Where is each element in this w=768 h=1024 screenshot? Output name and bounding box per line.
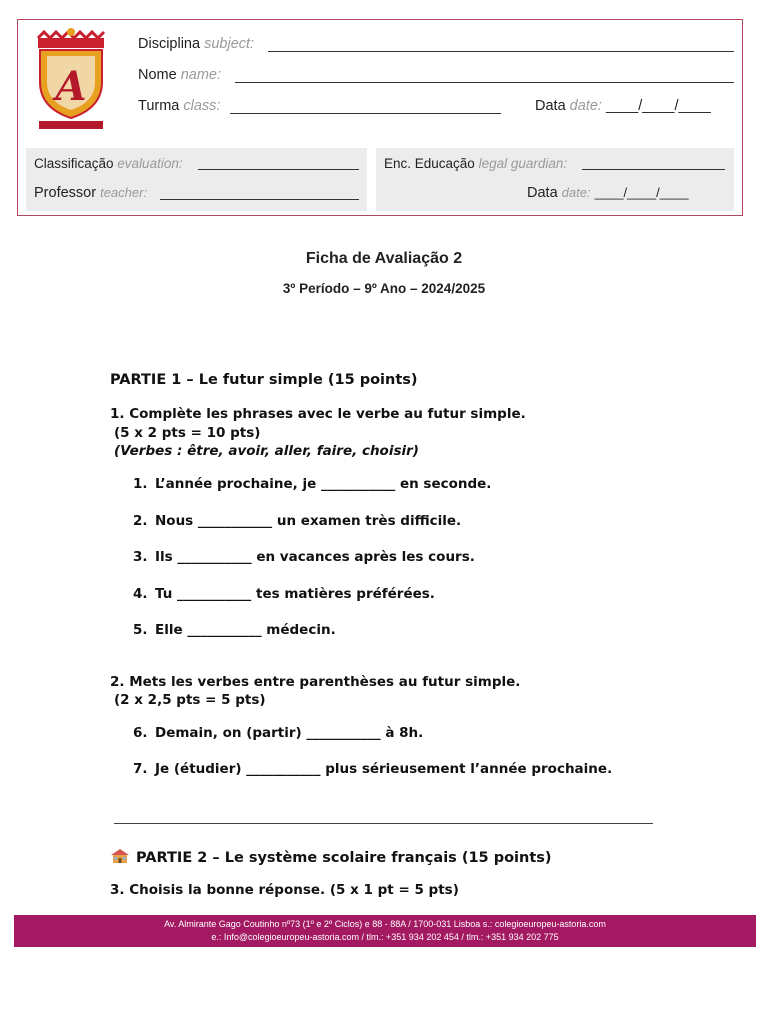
- q1-verbs: (Verbes : être, avoir, aller, faire, choisir): [114, 443, 419, 459]
- item-number: 7.: [133, 761, 148, 777]
- evaluation-field: [34, 156, 183, 171]
- q1-points: (5 x 2 pts = 10 pts): [114, 425, 261, 441]
- name-line[interactable]: [235, 82, 734, 83]
- list-item: [133, 761, 612, 777]
- guardian-line[interactable]: [582, 169, 725, 170]
- list-item: [133, 622, 336, 638]
- q3-title: 3. Choisis la bonne réponse. (5 x 1 pt = 5 pts): [110, 882, 459, 898]
- list-item: [133, 549, 475, 565]
- evaluation-panel: [26, 148, 367, 211]
- item-number: 6.: [133, 725, 148, 741]
- list-item: [133, 586, 435, 602]
- date-slashes[interactable]: ____/____/____: [605, 98, 711, 114]
- footer-address: Av. Almirante Gago Coutinho nº73 (1º e 2º Ciclos) e 88 - 88A / 1700-031 Lisboa s.: colegioeuropeu-astoria.com: [164, 919, 606, 929]
- item-number: 1.: [133, 476, 148, 492]
- class-line[interactable]: [230, 113, 501, 114]
- subject-label: Disciplina: [138, 36, 201, 52]
- list-item: [133, 476, 491, 492]
- item-text: Nous ___________ un examen très difficile.: [155, 513, 462, 529]
- section-divider: [114, 823, 653, 824]
- evaluation-label: Classificação: [34, 156, 114, 171]
- evaluation-label-en: evaluation:: [117, 156, 183, 171]
- class-field: [138, 98, 220, 114]
- school-logo: [36, 26, 106, 130]
- name-label: Nome: [138, 67, 177, 83]
- guardian-label-en: legal guardian:: [478, 156, 568, 171]
- item-number: 3.: [133, 549, 148, 565]
- item-number: 5.: [133, 622, 148, 638]
- date-label-en: date:: [569, 98, 602, 114]
- item-text: Demain, on (partir) ___________ à 8h.: [155, 725, 424, 741]
- evaluation-line[interactable]: [198, 169, 359, 170]
- item-text: Je (étudier) ___________ plus sérieusement l’année prochaine.: [155, 761, 613, 777]
- part1-heading: PARTIE 1 – Le futur simple (15 points): [110, 372, 418, 388]
- teacher-label-en: teacher:: [100, 185, 148, 200]
- teacher-line[interactable]: [160, 199, 359, 200]
- class-label: Turma: [138, 98, 180, 114]
- header-form: [17, 19, 743, 216]
- date-field: [535, 98, 711, 114]
- date2-slashes[interactable]: ____/____/____: [594, 185, 689, 200]
- list-item: [133, 513, 461, 529]
- q1-title: 1. Complète les phrases avec le verbe au futur simple.: [110, 406, 526, 422]
- list-item: [133, 725, 423, 741]
- item-text: Elle ___________ médecin.: [155, 622, 336, 638]
- part2-heading-row: [110, 848, 552, 866]
- name-field: [138, 67, 221, 83]
- item-number: 4.: [133, 586, 148, 602]
- footer-bar: [14, 915, 756, 947]
- subject-line[interactable]: [268, 51, 734, 52]
- page-title: Ficha de Avaliação 2: [305, 250, 463, 267]
- q2-title: 2. Mets les verbes entre parenthèses au futur simple.: [110, 674, 521, 690]
- item-number: 2.: [133, 513, 148, 529]
- date2-label-en: date:: [561, 185, 591, 200]
- item-text: Ils ___________ en vacances après les cours.: [155, 549, 475, 565]
- teacher-label: Professor: [34, 185, 97, 201]
- part2-heading: PARTIE 2 – Le système scolaire français (15 points): [136, 850, 552, 866]
- svg-text:A: A: [55, 63, 87, 110]
- guardian-panel: [376, 148, 734, 211]
- q2-points: (2 x 2,5 pts = 5 pts): [114, 692, 266, 708]
- teacher-field: [34, 185, 147, 201]
- date-label: Data: [535, 98, 566, 114]
- footer-contacts: e.: Info@colegioeuropeu-astoria.com / tlm.: +351 934 202 454 / tlm.: +351 934 202 775: [211, 931, 559, 942]
- subject-label-en: subject:: [204, 36, 255, 52]
- item-text: L’année prochaine, je ___________ en seconde.: [155, 476, 492, 492]
- date2-label: Data: [527, 185, 558, 201]
- guardian-label: Enc. Educação: [384, 156, 475, 171]
- date2-field: [527, 185, 689, 201]
- subject-field: [138, 36, 254, 52]
- name-label-en: name:: [180, 67, 222, 83]
- school-icon: [110, 848, 130, 864]
- page-subtitle: 3º Período – 9º Ano – 2024/2025: [282, 281, 486, 296]
- guardian-field: [384, 156, 567, 171]
- class-label-en: class:: [183, 98, 221, 114]
- item-text: Tu ___________ tes matières préférées.: [155, 586, 435, 602]
